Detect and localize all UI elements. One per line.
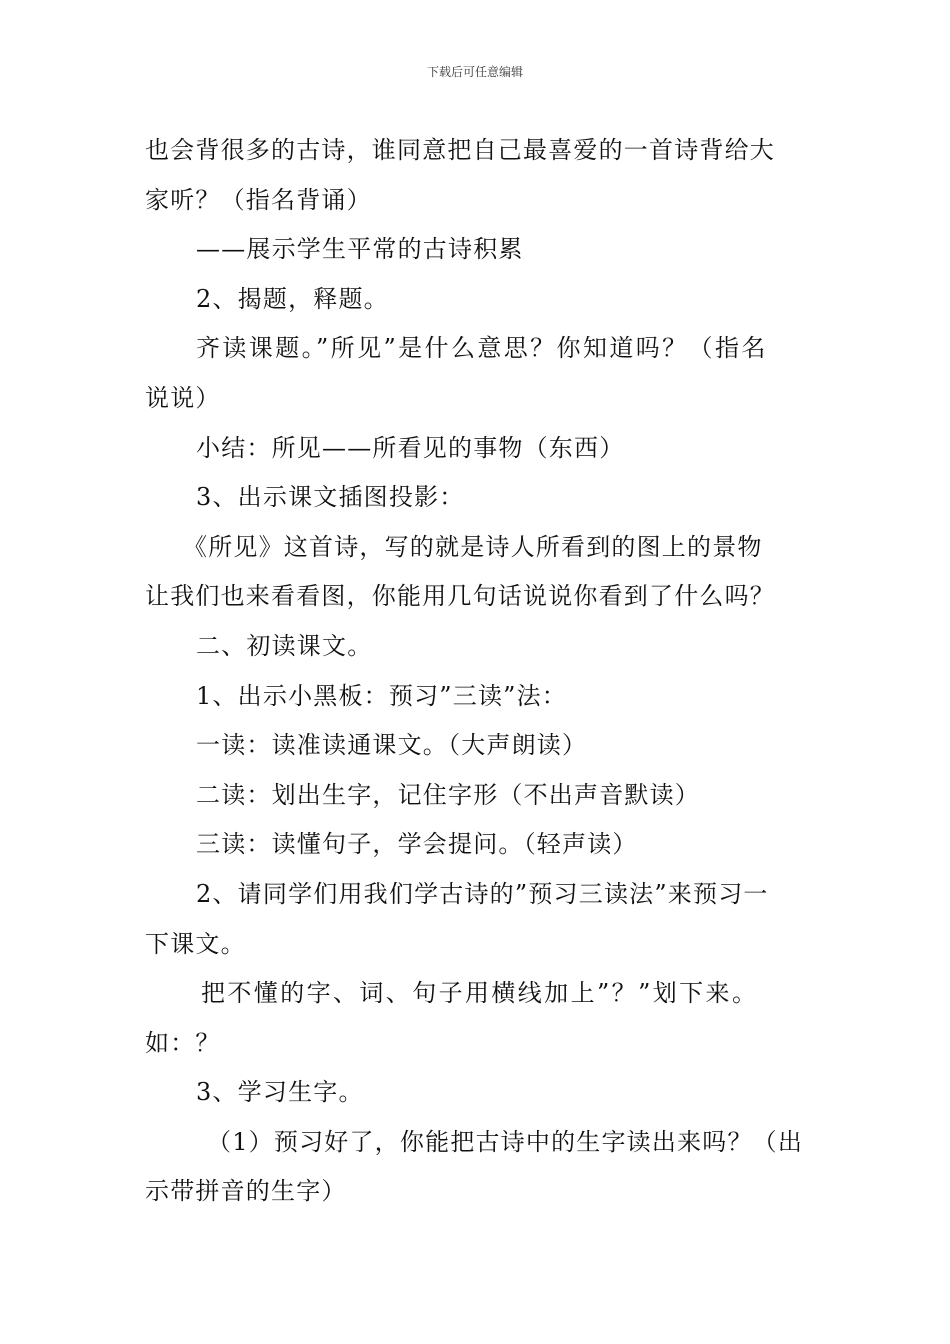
paragraph-line: （1）预习好了，你能把古诗中的生字读出来吗？（出 bbox=[207, 1127, 804, 1156]
page-header: 下载后可任意编辑 bbox=[426, 65, 523, 79]
paragraph-line: 3、出示课文插图投影： bbox=[196, 483, 465, 512]
paragraph-line: 也会背很多的古诗，谁同意把自己最喜爱的一首诗背给大 bbox=[145, 136, 775, 164]
paragraph-line: 一读：读准读通课文。（大声朗读） bbox=[196, 731, 588, 760]
paragraph-line: 二读：划出生字，记住字形（不出声音默读） bbox=[196, 780, 700, 809]
paragraph-line: 《所见》这首诗，写的就是诗人所看到的图上的景物 bbox=[183, 532, 763, 561]
paragraph-line: 把不懂的字、词、句子用横线加上”？”划下来。 bbox=[201, 979, 759, 1008]
paragraph-line: 2、揭题，释题。 bbox=[196, 284, 389, 313]
paragraph-line: 三读：读懂句子，学会提问。（轻声读） bbox=[196, 830, 638, 859]
paragraph-line: 家听？（指名背诵） bbox=[145, 185, 372, 214]
document-body bbox=[145, 126, 810, 1217]
paragraph-line: 示带拼音的生字） bbox=[145, 1177, 347, 1206]
paragraph-line: 让我们也来看看图，你能用几句话说说你看到了什么吗？ bbox=[145, 582, 775, 611]
paragraph-line: 下课文。 bbox=[145, 929, 246, 958]
paragraph-line: 1、出示小黑板：预习”三读”法： bbox=[196, 681, 568, 710]
paragraph-line: 二、初读课文。 bbox=[196, 631, 373, 660]
paragraph-line: 如：？ bbox=[145, 1028, 221, 1057]
paragraph-line: ——展示学生平常的古诗积累 bbox=[196, 235, 524, 264]
paragraph-line: 齐读课题。”所见”是什么意思？你知道吗？（指名 bbox=[196, 334, 768, 363]
paragraph-line: 小结：所见——所看见的事物（东西） bbox=[196, 433, 625, 462]
paragraph-line: 说说） bbox=[145, 383, 221, 412]
paragraph-line: 2、请同学们用我们学古诗的”预习三读法”来预习一 bbox=[196, 879, 769, 908]
paragraph-line: 3、学习生字。 bbox=[196, 1078, 364, 1107]
